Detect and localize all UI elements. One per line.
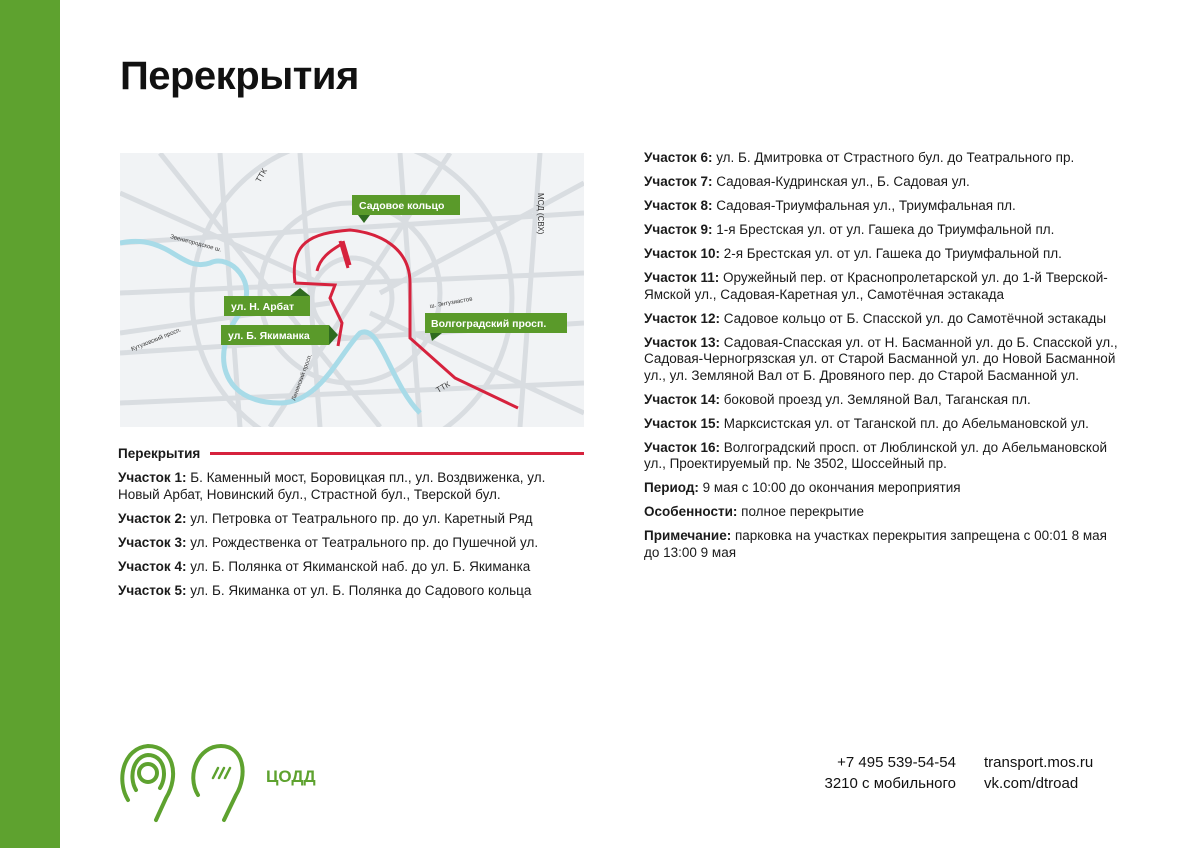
closure-text: боковой проезд ул. Земляной Вал, Таганская пл.: [719, 391, 1031, 407]
vk-link[interactable]: vk.com/dtroad: [984, 775, 1079, 792]
closure-item: [118, 559, 588, 576]
closure-text: Волгоградский просп. от Люблинской ул. до Абельмановской ул., Проектируемый пр. № 3502, Шоссейный пр.: [644, 439, 1108, 471]
closure-text: ул. Б. Якиманка от ул. Б. Полянка до Садового кольца: [186, 582, 532, 598]
closure-item: [644, 440, 1124, 473]
closure-label: Участок 13:: [644, 334, 720, 350]
closure-text: Марксистская ул. от Таганской пл. до Абельмановской ул.: [719, 415, 1089, 431]
phone[interactable]: +7 495 539-54-54: [837, 754, 956, 771]
legend-red-line: [210, 452, 584, 455]
map-label-sadovoe: Садовое кольцо: [359, 200, 445, 212]
map-legend: [118, 446, 584, 461]
closure-text: ул. Б. Полянка от Якиманской наб. до ул. Б. Якиманка: [186, 558, 531, 574]
closure-text: полное перекрытие: [737, 504, 864, 519]
closure-item: [644, 416, 1124, 433]
closure-item: [644, 528, 1124, 561]
green-side-bar: [0, 0, 60, 848]
closure-label: Участок 14:: [644, 391, 720, 407]
closure-label: Участок 16:: [644, 439, 720, 455]
closure-label: Участок 2:: [118, 510, 187, 526]
map-label-arbat: ул. Н. Арбат: [231, 301, 295, 313]
closure-label: Участок 3:: [118, 534, 187, 550]
closure-label: Участок 12:: [644, 310, 720, 326]
closure-label: Период:: [644, 480, 699, 495]
site-link[interactable]: transport.mos.ru: [984, 754, 1094, 771]
closure-text: ул. Рождественка от Театрального пр. до Пушечной ул.: [186, 534, 539, 550]
closure-text: Б. Каменный мост, Боровицкая пл., ул. Воздвиженка, ул. Новый Арбат, Новинский бул., Страстной бул., Тверской бул.: [118, 470, 546, 502]
closure-label: Участок 8:: [644, 198, 713, 213]
closure-label: Участок 6:: [644, 150, 713, 165]
closure-label: Участок 4:: [118, 558, 187, 574]
street-label: МСД (СВХ): [536, 193, 545, 235]
street-label: ш. Энтузиастов: [429, 296, 473, 310]
closure-item: [644, 174, 1124, 191]
closures-list-right: [644, 150, 1124, 569]
closure-label: Участок 7:: [644, 174, 713, 189]
closure-item: [118, 535, 588, 552]
closure-label: Особенности:: [644, 504, 738, 519]
closure-item: [118, 583, 588, 600]
closure-label: Участок 5:: [118, 582, 187, 598]
street-label: Ленинский просп.: [291, 353, 314, 402]
closure-text: 9 мая с 10:00 до окончания мероприятия: [698, 480, 961, 495]
closure-text: Садовая-Спасская ул. от Н. Басманной ул. до Б. Спасской ул., Садовая-Черногрязская ул. от Старой Басманной ул. до Новой Басманной ул., ул. Земляной Вал от Б. Дровяного пер. до Старой Басманной ул.: [644, 334, 1118, 383]
closure-label: Участок 9:: [644, 222, 713, 237]
closures-list-left: [118, 470, 588, 607]
closure-text: ул. Петровка от Театрального пр. до ул. Каретный Ряд: [186, 510, 533, 526]
closure-item: [644, 270, 1124, 303]
closure-text: 2-я Брестская ул. от ул. Гашека до Триумфальной пл.: [719, 246, 1062, 261]
closure-item: [644, 246, 1124, 263]
closure-map: [120, 153, 584, 427]
street-label: ТТК: [253, 166, 269, 184]
street-label: Звенигородское ш.: [169, 234, 222, 254]
closure-item: [644, 150, 1124, 167]
closure-label: Участок 1:: [118, 470, 187, 485]
closure-item: [644, 222, 1124, 239]
page-title: Перекрытия: [120, 54, 359, 98]
closure-label: Участок 15:: [644, 415, 720, 431]
closure-text: Садовая-Триумфальная ул., Триумфальная пл.: [712, 198, 1016, 213]
street-label: ТТК: [434, 379, 452, 395]
closure-item: [118, 511, 588, 528]
closure-item: [644, 504, 1124, 521]
closure-item: [118, 470, 588, 503]
logo: [118, 740, 338, 830]
closure-text: 1-я Брестская ул. от ул. Гашека до Триумфальной пл.: [712, 222, 1055, 237]
street-label: Кутузовский просп.: [130, 327, 183, 353]
closure-text: Оружейный пер. от Краснопролетарской ул. до 1-й Тверской-Ямской ул., Садовая-Каретная ул., Самотёчная эстакада: [644, 270, 1108, 302]
closure-label: Примечание:: [644, 528, 732, 543]
closure-label: Участок 10:: [644, 246, 720, 261]
closure-text: парковка на участках перекрытия запрещена с 00:01 8 мая до 13:00 9 мая: [644, 528, 1107, 560]
map-label-volgograd: Волгоградский просп.: [431, 318, 547, 330]
closure-item: [644, 335, 1124, 385]
closure-label: Участок 11:: [644, 270, 720, 285]
mobile-number: 3210 с мобильного: [824, 775, 956, 792]
closure-item: [644, 392, 1124, 409]
legend-label: Перекрытия: [118, 446, 201, 461]
closure-text: Садовое кольцо от Б. Спасской ул. до Самотёчной эстакады: [719, 310, 1107, 326]
logo-text: ЦОДД: [266, 767, 316, 786]
closure-text: ул. Б. Дмитровка от Страстного бул. до Театрального пр.: [712, 150, 1075, 165]
closure-item: [644, 198, 1124, 215]
closure-item: [644, 480, 1124, 497]
map-label-yakimanka: ул. Б. Якиманка: [228, 330, 310, 342]
closure-item: [644, 311, 1124, 328]
closure-text: Садовая-Кудринская ул., Б. Садовая ул.: [712, 174, 970, 189]
